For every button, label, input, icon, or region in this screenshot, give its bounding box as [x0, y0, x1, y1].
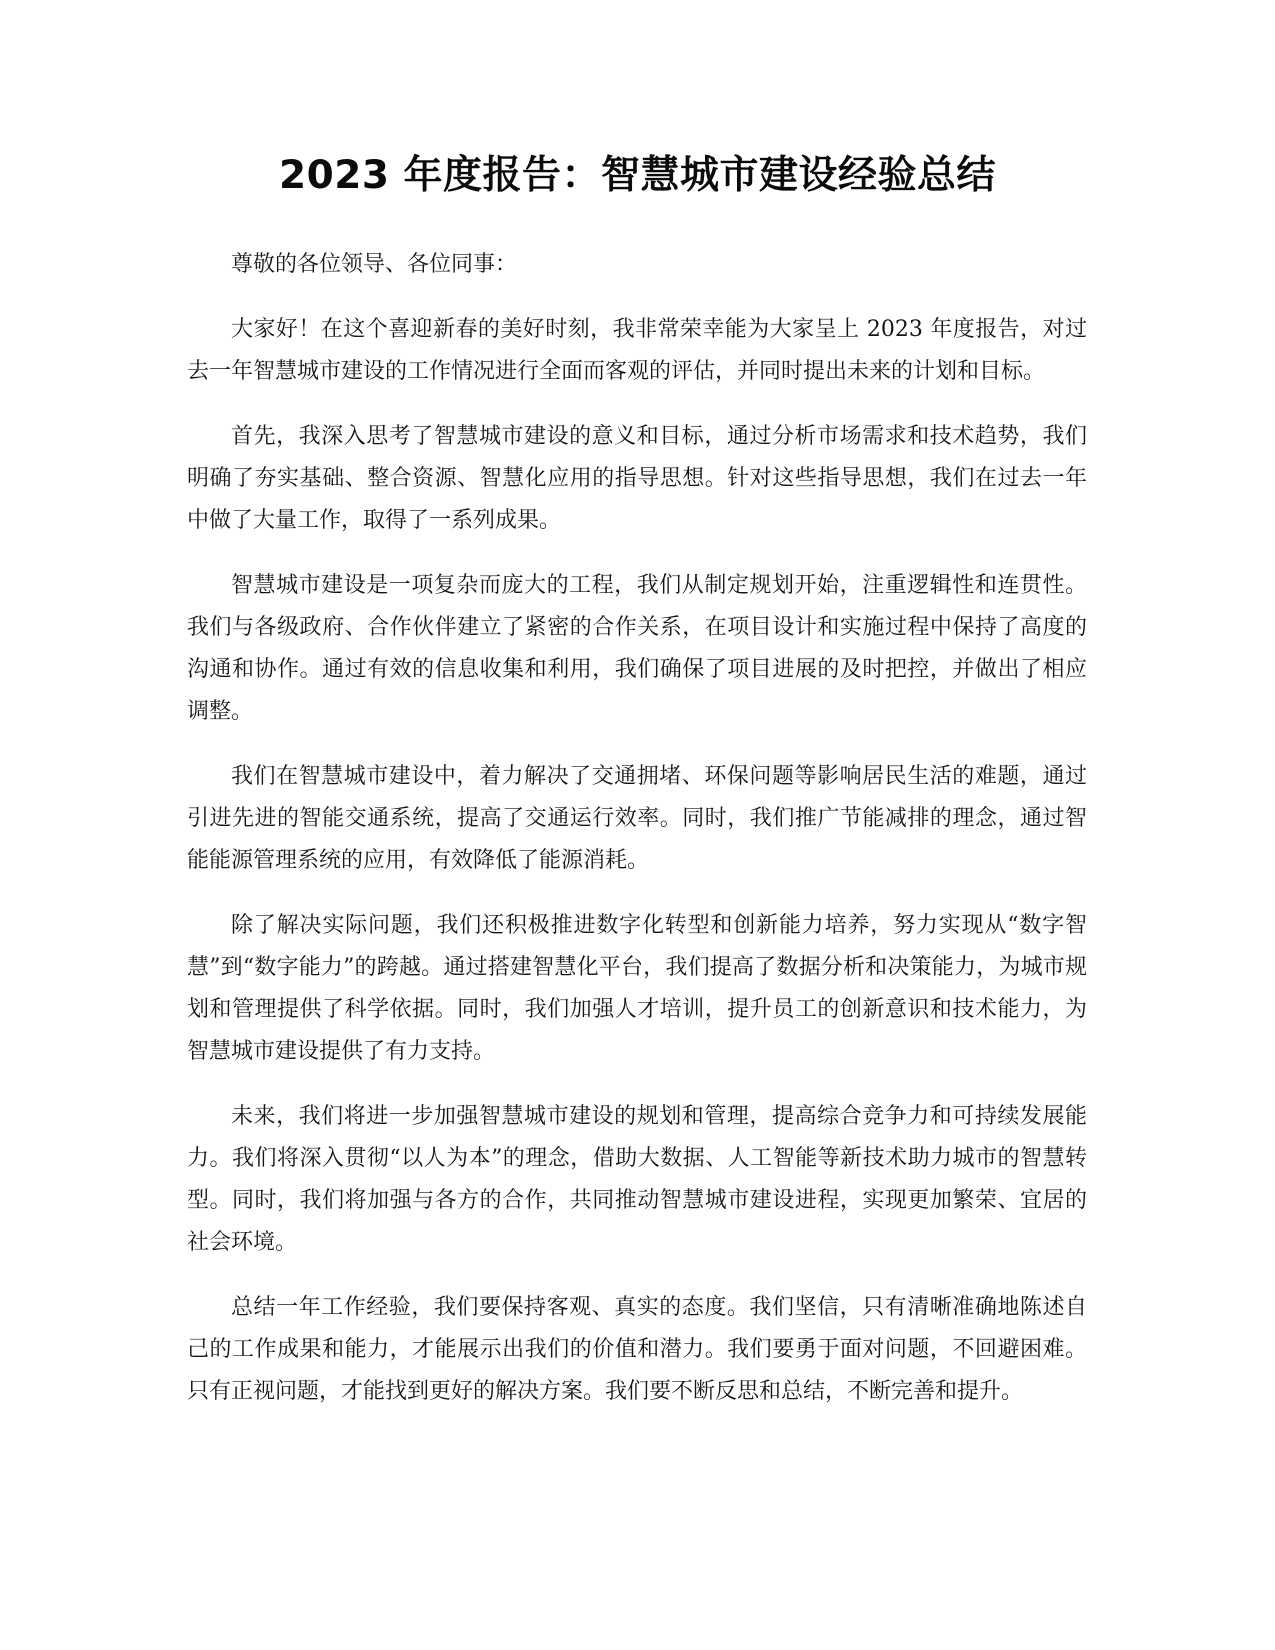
paragraph-3: 智慧城市建设是一项复杂而庞大的工程，我们从制定规划开始，注重逻辑性和连贯性。我们与各级政府、合作伙伴建立了紧密的合作关系，在项目设计和实施过程中保持了高度的沟通和协作。通过有效的信息收集和利用，我们确保了项目进展的及时把控，并做出了相应调整。 [187, 573, 1087, 724]
paragraph-1: 大家好！在这个喜迎新春的美好时刻，我非常荣幸能为大家呈上 2023 年度报告，对过去一年智慧城市建设的工作情况进行全面而客观的评估，并同时提出未来的计划和目标。 [187, 317, 1087, 384]
paragraph-5: 除了解决实际问题，我们还积极推进数字化转型和创新能力培养，努力实现从“数字智慧”到“数字能力”的跨越。通过搭建智慧化平台，我们提高了数据分析和决策能力，为城市规划和管理提供了科学依据。同时，我们加强人才培训，提升员工的创新意识和技术能力，为智慧城市建设提供了有力支持。 [187, 913, 1087, 1064]
paragraph-6: 未来，我们将进一步加强智慧城市建设的规划和管理，提高综合竞争力和可持续发展能力。我们将深入贯彻“以人为本”的理念，借助大数据、人工智能等新技术助力城市的智慧转型。同时，我们将加强与各方的合作，共同推动智慧城市建设进程，实现更加繁荣、宜居的社会环境。 [187, 1104, 1087, 1255]
greeting-line: 尊敬的各位领导、各位同事： [231, 252, 518, 277]
document-title: 2023 年度报告：智慧城市建设经验总结 [278, 153, 997, 198]
document-body [187, 244, 1087, 1436]
paragraph-7: 总结一年工作经验，我们要保持客观、真实的态度。我们坚信，只有清晰准确地陈述自己的工作成果和能力，才能展示出我们的价值和潜力。我们要勇于面对问题，不回避困难。只有正视问题，才能找到更好的解决方案。我们要不断反思和总结，不断完善和提升。 [187, 1295, 1087, 1404]
paragraph-4: 我们在智慧城市建设中，着力解决了交通拥堵、环保问题等影响居民生活的难题，通过引进先进的智能交通系统，提高了交通运行效率。同时，我们推广节能减排的理念，通过智能能源管理系统的应用，有效降低了能源消耗。 [187, 764, 1087, 873]
paragraph-2: 首先，我深入思考了智慧城市建设的意义和目标，通过分析市场需求和技术趋势，我们明确了夯实基础、整合资源、智慧化应用的指导思想。针对这些指导思想，我们在过去一年中做了大量工作，取得了一系列成果。 [187, 424, 1087, 533]
